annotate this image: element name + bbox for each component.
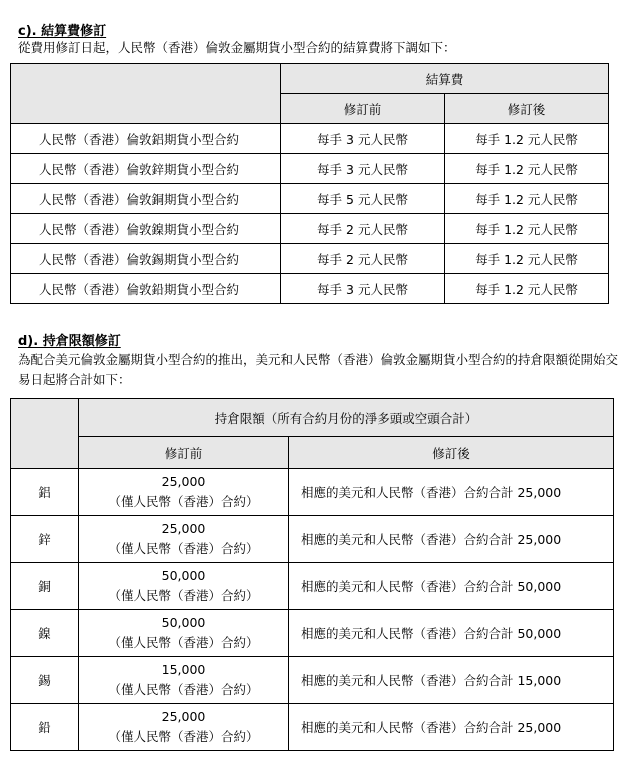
- fee-before: 每手 3 元人民幣: [281, 154, 445, 184]
- fee-before: 每手 3 元人民幣: [281, 124, 445, 154]
- header-blank-cell: [11, 64, 281, 124]
- contract-name: 人民幣（香港）倫敦鉛期貨小型合約: [11, 274, 281, 304]
- limit-after: 相應的美元和人民幣（香港）合約合計 25,000: [289, 469, 614, 516]
- header-position-limit: 持倉限額（所有合約月份的淨多頭或空頭合計）: [79, 399, 614, 437]
- table-row: [11, 610, 614, 657]
- settlement-fee-table: [10, 63, 609, 304]
- section-c-intro: 從費用修訂日起，人民幣（香港）倫敦金屬期貨小型合約的結算費將下調如下：: [18, 40, 456, 55]
- limit-before: [79, 610, 289, 657]
- limit-before-value: 50,000: [161, 568, 206, 583]
- header-after: 修訂後: [445, 94, 609, 124]
- metal-name: 錫: [11, 657, 79, 704]
- limit-before: [79, 704, 289, 751]
- header-before: 修訂前: [79, 437, 289, 469]
- table-row: [11, 124, 609, 154]
- table-row: [11, 657, 614, 704]
- contract-name: 人民幣（香港）倫敦錫期貨小型合約: [11, 244, 281, 274]
- header-settlement-fee: 結算費: [281, 64, 609, 94]
- limit-before-value: 15,000: [161, 662, 206, 677]
- limit-before: [79, 657, 289, 704]
- table-row: [11, 704, 614, 751]
- limit-before: [79, 469, 289, 516]
- table-row: [11, 516, 614, 563]
- table-row: [11, 154, 609, 184]
- metal-name: 銅: [11, 563, 79, 610]
- fee-after: 每手 1.2 元人民幣: [445, 274, 609, 304]
- limit-before-note: （僅人民幣（香港）合約）: [108, 682, 259, 697]
- limit-after: 相應的美元和人民幣（香港）合約合計 25,000: [289, 516, 614, 563]
- header-blank-cell: [11, 399, 79, 469]
- table-row: [11, 214, 609, 244]
- fee-after: 每手 1.2 元人民幣: [445, 124, 609, 154]
- limit-before-note: （僅人民幣（香港）合約）: [108, 729, 259, 744]
- limit-before-note: （僅人民幣（香港）合約）: [108, 494, 259, 509]
- limit-after: 相應的美元和人民幣（香港）合約合計 50,000: [289, 563, 614, 610]
- limit-before: [79, 516, 289, 563]
- contract-name: 人民幣（香港）倫敦鋁期貨小型合約: [11, 124, 281, 154]
- metal-name: 鉛: [11, 704, 79, 751]
- table-row: [11, 563, 614, 610]
- fee-after: 每手 1.2 元人民幣: [445, 184, 609, 214]
- section-d-title: d). 持倉限額修訂: [18, 334, 121, 349]
- fee-after: 每手 1.2 元人民幣: [445, 244, 609, 274]
- table-row: [11, 469, 614, 516]
- position-limit-table: [10, 398, 614, 751]
- table-row: [11, 274, 609, 304]
- limit-before-value: 50,000: [161, 615, 206, 630]
- fee-before: 每手 3 元人民幣: [281, 274, 445, 304]
- limit-before-value: 25,000: [161, 474, 206, 489]
- limit-after: 相應的美元和人民幣（香港）合約合計 50,000: [289, 610, 614, 657]
- metal-name: 鎳: [11, 610, 79, 657]
- metal-name: 鋅: [11, 516, 79, 563]
- contract-name: 人民幣（香港）倫敦銅期貨小型合約: [11, 184, 281, 214]
- section-d-intro: 為配合美元倫敦金屬期貨小型合約的推出，美元和人民幣（香港）倫敦金屬期貨小型合約的持倉限額從開始交易日起將合計如下：: [18, 352, 619, 387]
- limit-after: 相應的美元和人民幣（香港）合約合計 15,000: [289, 657, 614, 704]
- header-before: 修訂前: [281, 94, 445, 124]
- contract-name: 人民幣（香港）倫敦鎳期貨小型合約: [11, 214, 281, 244]
- metal-name: 鋁: [11, 469, 79, 516]
- limit-before-note: （僅人民幣（香港）合約）: [108, 541, 259, 556]
- contract-name: 人民幣（香港）倫敦鋅期貨小型合約: [11, 154, 281, 184]
- header-after: 修訂後: [289, 437, 614, 469]
- limit-before-note: （僅人民幣（香港）合約）: [108, 635, 259, 650]
- limit-before-value: 25,000: [161, 521, 206, 536]
- fee-after: 每手 1.2 元人民幣: [445, 214, 609, 244]
- fee-before: 每手 2 元人民幣: [281, 244, 445, 274]
- table-row: [11, 184, 609, 214]
- limit-before: [79, 563, 289, 610]
- limit-after: 相應的美元和人民幣（香港）合約合計 25,000: [289, 704, 614, 751]
- limit-before-note: （僅人民幣（香港）合約）: [108, 588, 259, 603]
- table-row: [11, 244, 609, 274]
- fee-before: 每手 5 元人民幣: [281, 184, 445, 214]
- fee-after: 每手 1.2 元人民幣: [445, 154, 609, 184]
- section-c-title: c). 結算費修訂: [18, 24, 107, 39]
- limit-before-value: 25,000: [161, 709, 206, 724]
- fee-before: 每手 2 元人民幣: [281, 214, 445, 244]
